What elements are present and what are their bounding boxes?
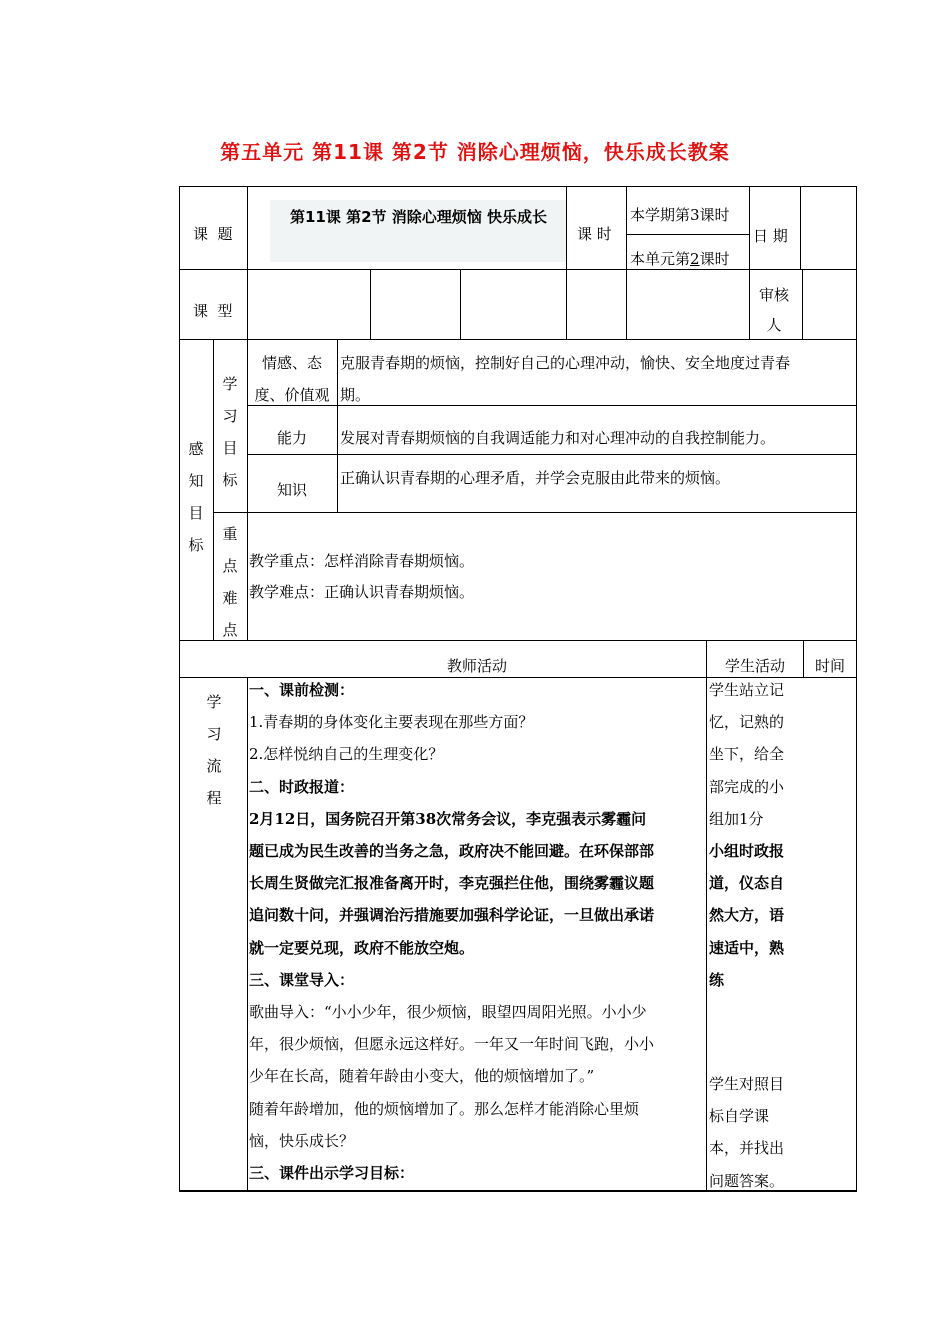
unit-hours-prefix: 本单元第 xyxy=(630,250,691,268)
teacher-activity-header: 教师活动 xyxy=(446,657,507,675)
knowledge-label: 知识 xyxy=(276,481,307,499)
section-intro-heading: 三、课堂导入： xyxy=(249,970,355,989)
unit-hours-number: 2 xyxy=(690,250,700,268)
term-hours: 本学期第3课时 xyxy=(630,206,730,224)
type-label: 课 型 xyxy=(193,302,233,320)
reviewer-label: 审核人 xyxy=(758,286,789,334)
time-header: 时间 xyxy=(814,657,845,675)
intro-line-5: 恼，快乐成长？ xyxy=(249,1131,355,1150)
news-line-3: 长周生贤做完汇报准备离开时，李克强拦住他，围绕雾霾议题 xyxy=(249,874,655,893)
student-line: 练 xyxy=(709,970,725,989)
teacher-activity-content xyxy=(249,674,705,1189)
unit-hours-suffix: 课时 xyxy=(699,250,730,268)
student-line: 小组时政报 xyxy=(709,842,785,860)
topic-value: 第11课 第2节 消除心理烦恼 快乐成长 xyxy=(290,208,547,226)
student-line: 然大方，语 xyxy=(709,906,785,925)
emotion-label: 情感、态度、价值观 xyxy=(254,354,330,404)
ability-label: 能力 xyxy=(276,429,307,447)
student-line: 组加1分 xyxy=(709,809,764,828)
emotion-text-line1: 克服青春期的烦恼，控制好自己的心理冲动，愉快、安全地度过青春 xyxy=(340,354,791,372)
intro-line-1: 歌曲导入：“小小少年，很少烦恼，眼望四周阳光照。小小少 xyxy=(249,1003,647,1022)
topic-label: 课 题 xyxy=(193,225,233,243)
student-line: 道，仪态自 xyxy=(709,874,785,893)
section-goals-heading: 三、课件出示学习目标： xyxy=(249,1164,415,1183)
student-line: 学生对照目 xyxy=(709,1075,785,1093)
section-pretest-heading: 一、课前检测： xyxy=(249,681,355,699)
intro-line-4: 随着年龄增加，他的烦恼增加了。那么怎样才能消除心里烦 xyxy=(249,1099,640,1118)
table-border-left xyxy=(179,186,180,1191)
student-activity-block-2 xyxy=(709,835,804,996)
difficult-point: 教学难点：正确认识青春期烦恼。 xyxy=(249,583,475,601)
pretest-question-2: 2.怎样悦纳自己的生理变化？ xyxy=(249,745,444,764)
student-line: 速适中，熟 xyxy=(709,938,785,957)
key-points-label: 重点难点 xyxy=(222,525,238,639)
learning-goals-label: 学习目标 xyxy=(222,375,238,489)
intro-line-2: 年，很少烦恼，但愿永远这样好。一年又一年时间飞跑，小小 xyxy=(249,1035,655,1054)
student-line: 学生站立记 xyxy=(709,681,785,699)
intro-line-3: 少年在长高，随着年龄由小变大，他的烦恼增加了。” xyxy=(249,1067,595,1086)
news-line-1: 2月12日，国务院召开第38次常务会议，李克强表示雾霾问 xyxy=(249,809,647,828)
section-news-heading: 二、时政报道： xyxy=(249,777,355,796)
student-line: 忆，记熟的 xyxy=(709,713,785,732)
knowledge-text: 正确认识青春期的心理矛盾，并学会克服由此带来的烦恼。 xyxy=(340,469,731,487)
student-line: 标自学课 xyxy=(709,1107,770,1126)
key-point: 教学重点：怎样消除青春期烦恼。 xyxy=(249,552,475,570)
pretest-question-1: 1.青春期的身体变化主要表现在那些方面？ xyxy=(249,713,534,732)
date-label: 日 期 xyxy=(753,227,788,245)
student-line: 问题答案。 xyxy=(709,1171,785,1190)
student-line: 部完成的小 xyxy=(709,777,785,796)
table-border-top xyxy=(179,186,857,187)
document-title: 第五单元 第11课 第2节 消除心理烦恼，快乐成长教案 xyxy=(220,140,730,164)
student-activity-block-1 xyxy=(709,674,804,835)
student-activity-block-3 xyxy=(709,1068,804,1197)
news-line-5: 就一定要兑现，政府不能放空炮。 xyxy=(249,938,475,957)
news-line-4: 追问数十问，并强调治污措施要加强科学论证，一旦做出承诺 xyxy=(249,906,655,925)
ability-text: 发展对青春期烦恼的自我调适能力和对心理冲动的自我控制能力。 xyxy=(340,429,776,447)
hours-label: 课 时 xyxy=(577,225,612,243)
unit-hours xyxy=(630,243,730,275)
learning-flow-label: 学习流程 xyxy=(206,693,222,807)
student-line: 本，并找出 xyxy=(709,1139,785,1158)
table-border-right xyxy=(856,186,857,641)
student-line: 坐下，给全 xyxy=(709,745,785,764)
emotion-text-line2: 期。 xyxy=(340,386,371,404)
news-line-2: 题已成为民生改善的当务之急，政府决不能回避。在环保部部 xyxy=(249,842,655,861)
section-perception-goals: 感知目标 xyxy=(188,440,204,554)
student-activity-header: 学生活动 xyxy=(724,657,785,675)
